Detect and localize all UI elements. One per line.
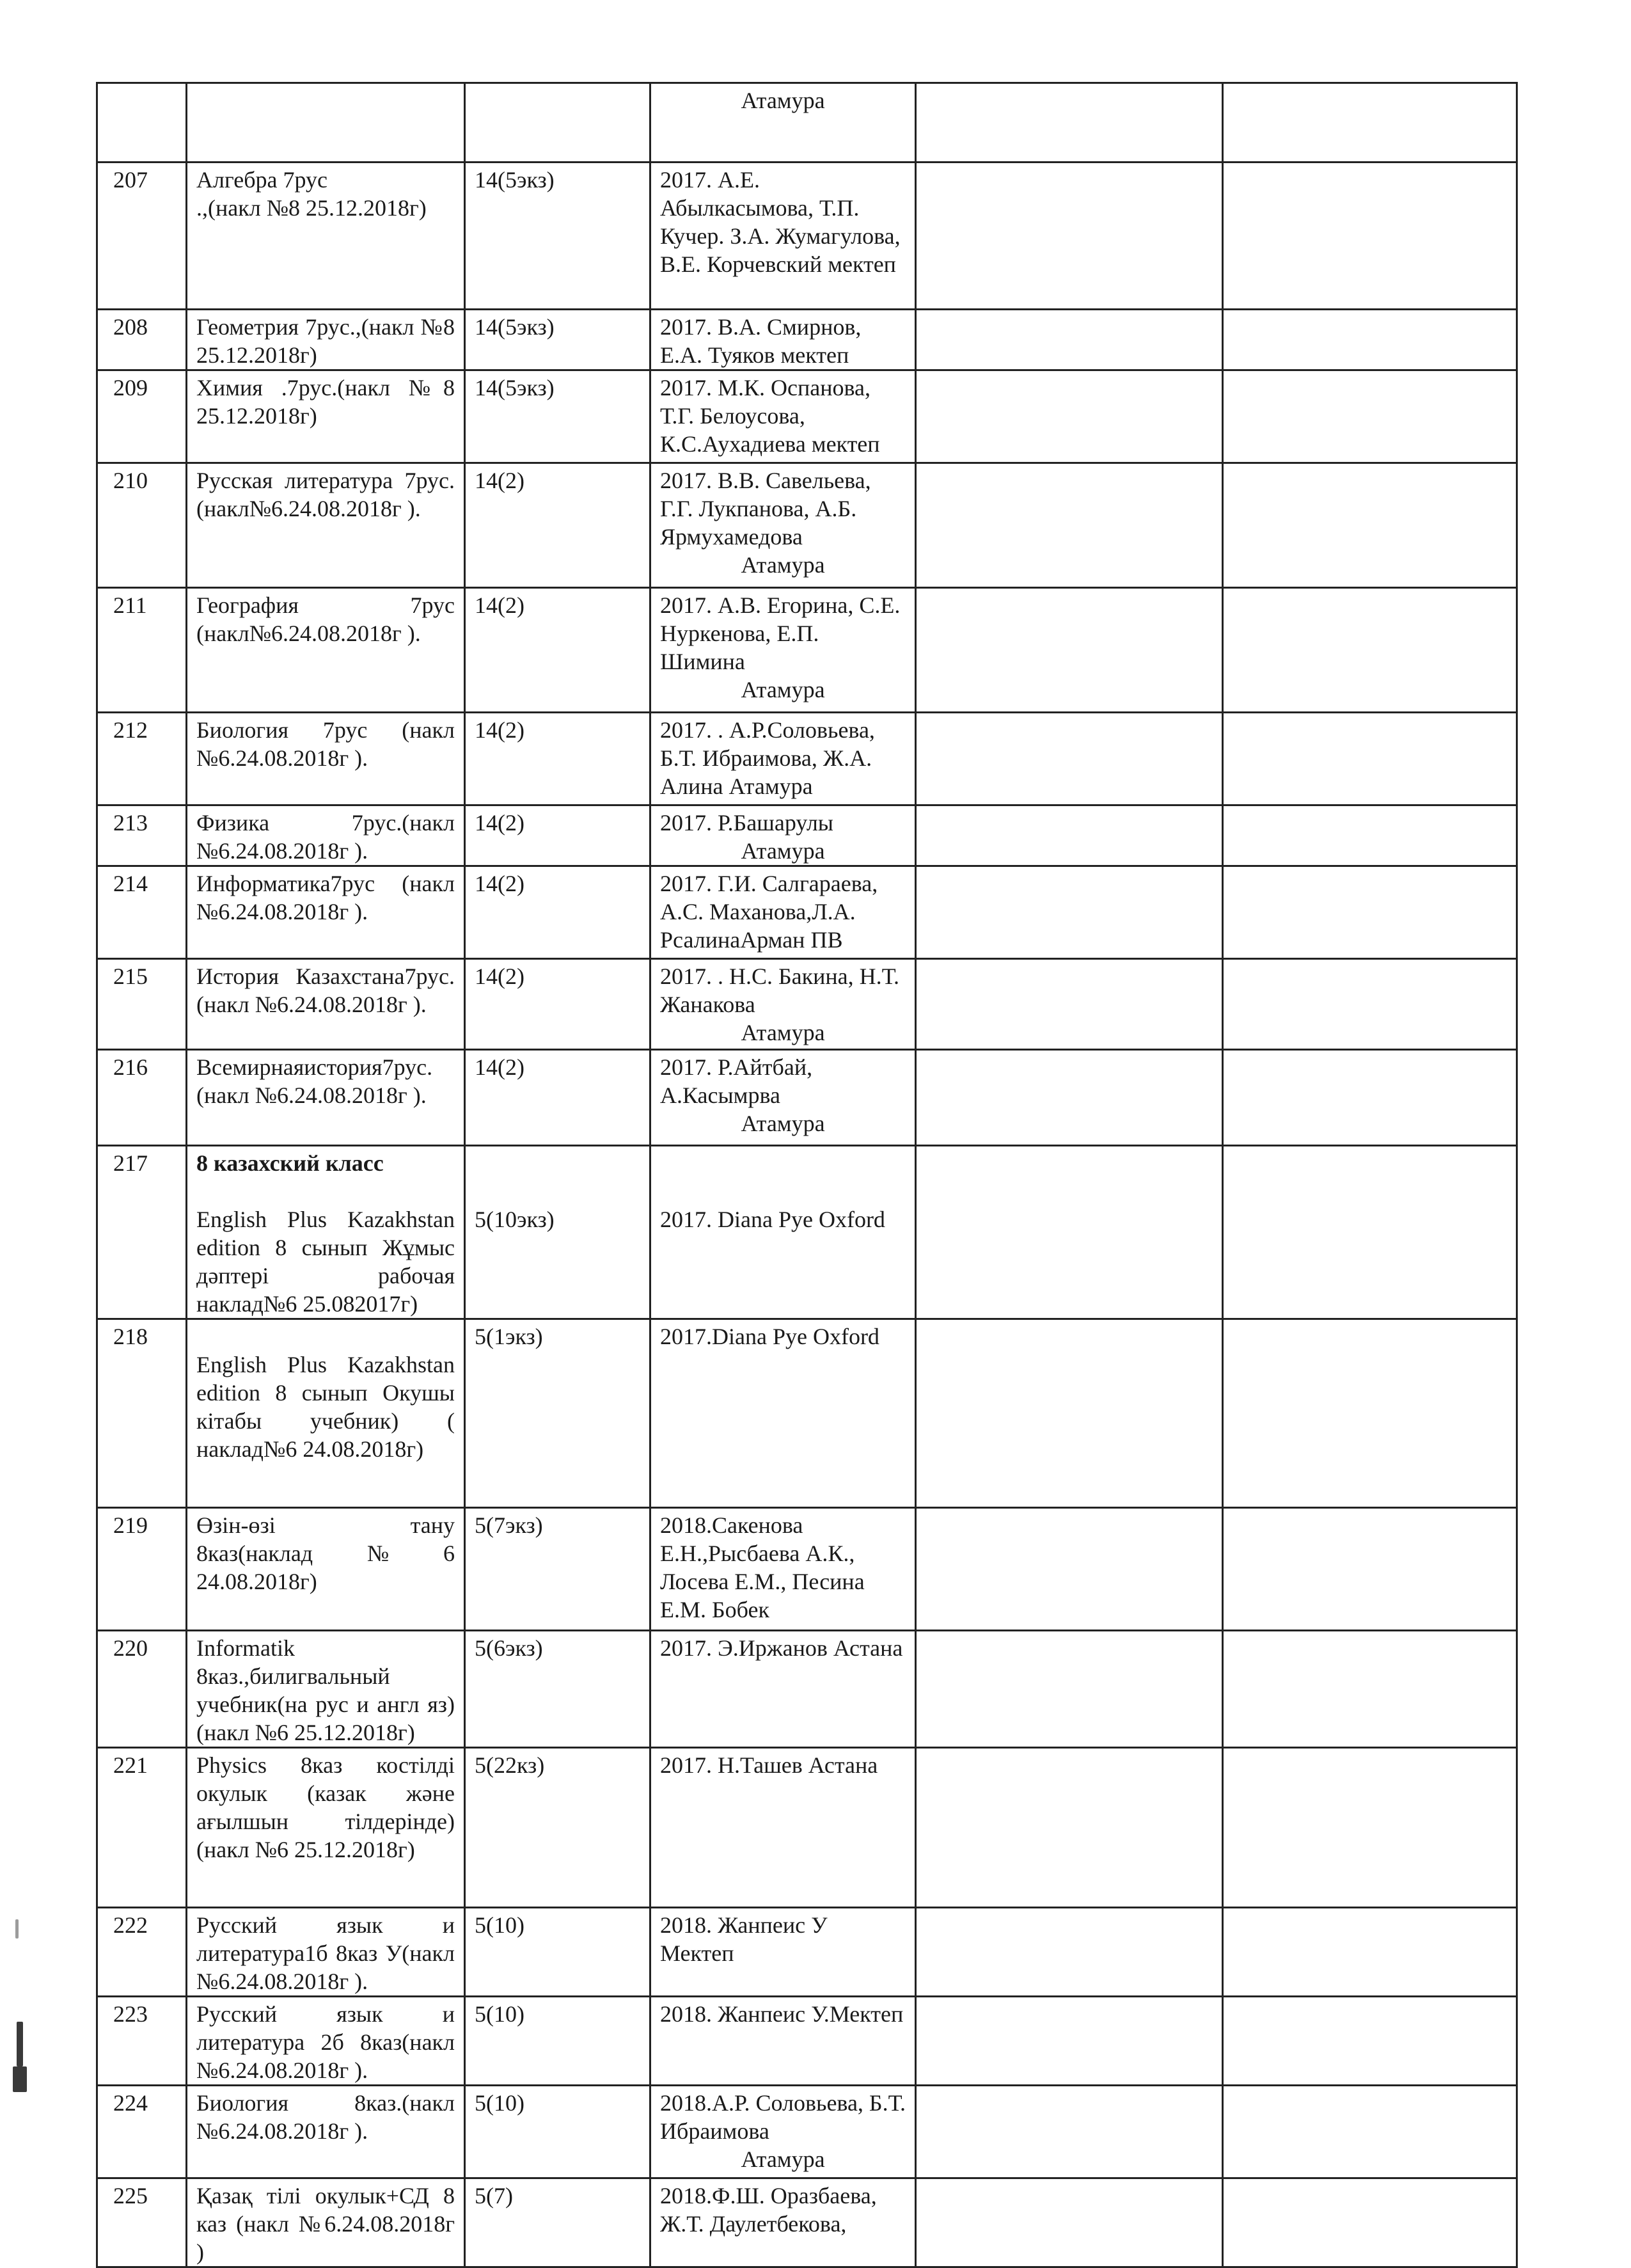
empty-cell-b	[1223, 310, 1517, 370]
empty-cell-b	[1223, 1908, 1517, 1997]
row-number-cell	[97, 310, 187, 370]
empty-cell-a	[916, 959, 1223, 1050]
book-title: Русская литература 7рус.(накл№6.24.08.2018г ).	[196, 468, 455, 521]
publisher-cell	[650, 83, 916, 163]
publisher-info: 2018.Ф.Ш. Оразбаева, Ж.Т. Даулетбекова,	[660, 2183, 877, 2237]
row-number: 211	[113, 592, 147, 618]
title-cell	[187, 163, 465, 310]
quantity: 14(5экз)	[475, 167, 555, 193]
title-cell	[187, 805, 465, 866]
publisher-info: 2017.Diana Pye Oxford	[660, 1324, 879, 1349]
row-number-cell	[97, 2086, 187, 2178]
row-number: 219	[113, 1512, 148, 1538]
row-number: 225	[113, 2183, 148, 2209]
publisher-cell	[650, 2178, 916, 2267]
title-cell	[187, 1997, 465, 2086]
quantity-cell	[465, 866, 650, 959]
row-number: 209	[113, 375, 148, 400]
empty-cell-b	[1223, 163, 1517, 310]
row-number-cell	[97, 1748, 187, 1908]
publisher-info: 2017. А.Е. Абылкасымова, Т.П. Кучер. З.А. Жумагулова, В.Е. Корчевский мектеп	[660, 167, 901, 277]
table-row	[97, 1748, 1517, 1908]
empty-cell-b	[1223, 713, 1517, 805]
row-number-cell	[97, 1050, 187, 1146]
book-title: Қазақ тілі окулык+СД 8 каз (накл №6.24.08.2018г )	[196, 2183, 455, 2265]
table-body	[97, 83, 1517, 2267]
quantity: 14(5экз)	[475, 314, 555, 340]
quantity: 5(10)	[475, 1912, 524, 1938]
title-cell	[187, 959, 465, 1050]
quantity-cell	[465, 463, 650, 588]
title-cell	[187, 370, 465, 463]
scan-mark	[15, 1919, 19, 1939]
quantity-cell	[465, 588, 650, 713]
title-cell	[187, 1748, 465, 1908]
book-title: Физика 7рус.(накл №6.24.08.2018г ).	[196, 810, 455, 864]
empty-cell-a	[916, 588, 1223, 713]
empty-cell-b	[1223, 2086, 1517, 2178]
book-title: Биология 8каз.(накл №6.24.08.2018г ).	[196, 2090, 455, 2144]
quantity-cell	[465, 805, 650, 866]
quantity: 5(22кз)	[475, 1752, 545, 1778]
publisher-info: 2018.А.Р. Соловьева, Б.Т. Ибраимова	[660, 2090, 906, 2144]
row-number: 217	[113, 1150, 148, 1176]
book-title: Химия .7рус.(накл №8 25.12.2018г)	[196, 375, 455, 429]
row-number-cell	[97, 1319, 187, 1508]
quantity-cell	[465, 2178, 650, 2267]
quantity: 14(2)	[475, 810, 524, 836]
quantity: 14(5экз)	[475, 375, 555, 400]
book-title: Informatik 8каз.,билигвальный учебник(на рус и англ яз) (накл №6 25.12.2018г)	[196, 1635, 455, 1745]
publisher-cell	[650, 1748, 916, 1908]
publisher-cell	[650, 805, 916, 866]
row-number-cell	[97, 1508, 187, 1631]
publisher-cell	[650, 2086, 916, 2178]
empty-cell-b	[1223, 805, 1517, 866]
title-cell	[187, 2178, 465, 2267]
empty-cell-a	[916, 1908, 1223, 1997]
publisher-info: 2017. Diana Pye Oxford	[660, 1207, 885, 1232]
textbook-table	[96, 82, 1518, 2268]
table-row	[97, 463, 1517, 588]
book-title: География 7рус (накл№6.24.08.2018г ).	[196, 592, 455, 646]
class-heading: 8 казахский класс	[196, 1150, 384, 1176]
table-row	[97, 2178, 1517, 2267]
empty-cell-a	[916, 1508, 1223, 1631]
publisher-cell	[650, 1997, 916, 2086]
quantity-cell	[465, 370, 650, 463]
row-number: 208	[113, 314, 148, 340]
book-title: English Plus Kazakhstan edition 8 сынып Жұмыс дәптері рабочая наклад№6 25.082017г)	[196, 1207, 455, 1317]
title-cell	[187, 1908, 465, 1997]
quantity-cell	[465, 1319, 650, 1508]
publisher-info: 2017. Р.Айтбай, А.Касымрва	[660, 1054, 813, 1108]
quantity: 5(7)	[475, 2183, 513, 2209]
row-number: 224	[113, 2090, 148, 2116]
empty-cell-b	[1223, 1146, 1517, 1319]
row-number-cell	[97, 83, 187, 163]
empty-cell-b	[1223, 1997, 1517, 2086]
quantity: 5(7экз)	[475, 1512, 543, 1538]
row-number: 213	[113, 810, 148, 836]
quantity-cell	[465, 83, 650, 163]
title-cell	[187, 866, 465, 959]
empty-cell-a	[916, 1319, 1223, 1508]
publisher-cell	[650, 959, 916, 1050]
empty-cell-b	[1223, 1319, 1517, 1508]
title-cell	[187, 1631, 465, 1748]
empty-cell-a	[916, 1748, 1223, 1908]
row-number: 215	[113, 964, 148, 989]
table-row	[97, 866, 1517, 959]
quantity-cell	[465, 1508, 650, 1631]
empty-cell-b	[1223, 463, 1517, 588]
empty-cell-a	[916, 1050, 1223, 1146]
empty-cell-a	[916, 1997, 1223, 2086]
publisher-name: Атамура	[741, 838, 825, 864]
row-number: 207	[113, 167, 148, 193]
row-number: 223	[113, 2001, 148, 2027]
empty-cell-a	[916, 866, 1223, 959]
publisher-cell	[650, 310, 916, 370]
publisher-cell	[650, 1908, 916, 1997]
publisher-info: Атамура	[741, 88, 825, 113]
scan-mark	[13, 2066, 27, 2092]
table-row	[97, 1508, 1517, 1631]
book-title: Өзін-өзі тану 8каз(наклад№6 24.08.2018г)	[196, 1512, 455, 1594]
empty-cell-b	[1223, 1508, 1517, 1631]
quantity-cell	[465, 713, 650, 805]
publisher-cell	[650, 1631, 916, 1748]
quantity: 5(6экз)	[475, 1635, 543, 1661]
title-cell	[187, 588, 465, 713]
empty-cell-a	[916, 805, 1223, 866]
book-title: Всемирнаяистория7рус.(накл №6.24.08.2018г ).	[196, 1054, 433, 1108]
row-number: 210	[113, 468, 148, 493]
publisher-name: Атамура	[741, 2146, 825, 2172]
publisher-info: 2017. Н.Ташев Астана	[660, 1752, 878, 1778]
publisher-info: 2017. . А.Р.Соловьева, Б.Т. Ибраимова, Ж.А. Алина Атамура	[660, 717, 875, 799]
empty-cell-a	[916, 2178, 1223, 2267]
book-title: Геометрия 7рус.,(накл №8 25.12.2018г)	[196, 314, 455, 368]
quantity: 5(10)	[475, 2001, 524, 2027]
empty-cell-b	[1223, 866, 1517, 959]
publisher-cell	[650, 1146, 916, 1319]
quantity: 5(10)	[475, 2090, 524, 2116]
row-number-cell	[97, 866, 187, 959]
publisher-name: Атамура	[741, 552, 825, 578]
publisher-info: 2017. А.В. Егорина, С.Е. Нуркенова, Е.П. Шимина	[660, 592, 901, 674]
title-cell	[187, 2086, 465, 2178]
table-row	[97, 805, 1517, 866]
quantity: 14(2)	[475, 871, 524, 896]
empty-cell-b	[1223, 370, 1517, 463]
row-number: 214	[113, 871, 148, 896]
row-number-cell	[97, 588, 187, 713]
publisher-cell	[650, 1319, 916, 1508]
publisher-name: Атамура	[741, 677, 825, 702]
row-number: 221	[113, 1752, 148, 1778]
quantity-cell	[465, 1050, 650, 1146]
empty-cell-a	[916, 1631, 1223, 1748]
row-number-cell	[97, 805, 187, 866]
table-row	[97, 1997, 1517, 2086]
book-title: Physics 8каз костілді окулык (казак және ағылшын тілдерінде) (накл №6 25.12.2018г)	[196, 1752, 455, 1862]
empty-cell-b	[1223, 1748, 1517, 1908]
table-row	[97, 310, 1517, 370]
row-number-cell	[97, 1908, 187, 1997]
publisher-info: 2018. Жанпеис У Мектеп	[660, 1912, 828, 1966]
publisher-name: Атамура	[741, 1020, 825, 1045]
book-title: Информатика7рус (накл №6.24.08.2018г ).	[196, 871, 455, 924]
quantity: 5(1экз)	[475, 1324, 543, 1349]
row-number-cell	[97, 713, 187, 805]
publisher-cell	[650, 866, 916, 959]
publisher-cell	[650, 1050, 916, 1146]
title-cell	[187, 1319, 465, 1508]
quantity: 5(10экз)	[475, 1207, 555, 1232]
row-number: 212	[113, 717, 148, 743]
table-row	[97, 713, 1517, 805]
row-number-cell	[97, 1146, 187, 1319]
empty-cell-b	[1223, 1050, 1517, 1146]
quantity-cell	[465, 1908, 650, 1997]
empty-cell-a	[916, 370, 1223, 463]
quantity-cell	[465, 310, 650, 370]
row-number-cell	[97, 370, 187, 463]
quantity-cell	[465, 2086, 650, 2178]
title-cell	[187, 1146, 465, 1319]
scan-mark	[17, 2022, 23, 2066]
empty-cell-a	[916, 713, 1223, 805]
row-number-cell	[97, 1631, 187, 1748]
publisher-cell	[650, 1508, 916, 1631]
row-number-cell	[97, 463, 187, 588]
quantity-cell	[465, 1997, 650, 2086]
quantity-cell	[465, 163, 650, 310]
row-number: 218	[113, 1324, 148, 1349]
empty-cell-b	[1223, 2178, 1517, 2267]
book-title: История Казахстана7рус.(накл №6.24.08.2018г ).	[196, 964, 455, 1017]
publisher-info: 2017. М.К. Оспанова, Т.Г. Белоусова, К.С.Аухадиева мектеп	[660, 375, 880, 457]
quantity: 14(2)	[475, 964, 524, 989]
publisher-cell	[650, 463, 916, 588]
quantity: 14(2)	[475, 717, 524, 743]
empty-cell-b	[1223, 959, 1517, 1050]
publisher-info: 2018. Жанпеис У.Мектеп	[660, 2001, 904, 2027]
empty-cell-a	[916, 1146, 1223, 1319]
publisher-cell	[650, 163, 916, 310]
empty-cell-b	[1223, 588, 1517, 713]
table-row	[97, 1050, 1517, 1146]
row-number: 216	[113, 1054, 148, 1080]
publisher-cell	[650, 713, 916, 805]
publisher-info: 2017. В.В. Савельева, Г.Г. Лукпанова, А.Б. Ярмухамедова	[660, 468, 871, 550]
row-number-cell	[97, 1997, 187, 2086]
book-title: Русский язык и литература 2б 8каз(накл №6.24.08.2018г ).	[196, 2001, 455, 2083]
table-row	[97, 83, 1517, 163]
table-row	[97, 588, 1517, 713]
table-row	[97, 1908, 1517, 1997]
publisher-info: 2018.Сакенова Е.Н.,Рысбаева А.К., Лосева Е.М., Песина Е.М. Бобек	[660, 1512, 865, 1622]
table-row	[97, 370, 1517, 463]
row-number-cell	[97, 163, 187, 310]
table-row	[97, 2086, 1517, 2178]
publisher-info: 2017. В.А. Смирнов, Е.А. Туяков мектеп	[660, 314, 862, 368]
quantity-cell	[465, 959, 650, 1050]
empty-cell-a	[916, 83, 1223, 163]
title-cell	[187, 463, 465, 588]
empty-cell-b	[1223, 1631, 1517, 1748]
row-number: 222	[113, 1912, 148, 1938]
quantity: 14(2)	[475, 1054, 524, 1080]
quantity-cell	[465, 1631, 650, 1748]
book-title: Алгебра 7рус .,(накл №8 25.12.2018г)	[196, 167, 427, 221]
book-title: English Plus Kazakhstan edition 8 сынып Окушы кітабы учебник) ( наклад№6 24.08.2018г)	[196, 1352, 455, 1462]
row-number-cell	[97, 2178, 187, 2267]
publisher-cell	[650, 588, 916, 713]
quantity: 14(2)	[475, 592, 524, 618]
title-cell	[187, 1508, 465, 1631]
title-cell	[187, 310, 465, 370]
publisher-info: 2017. . Н.С. Бакина, Н.Т. Жанакова	[660, 964, 900, 1017]
title-cell	[187, 83, 465, 163]
empty-cell-a	[916, 463, 1223, 588]
row-number: 220	[113, 1635, 148, 1661]
quantity-cell	[465, 1146, 650, 1319]
empty-cell-a	[916, 163, 1223, 310]
publisher-name: Атамура	[741, 1111, 825, 1136]
table-row	[97, 163, 1517, 310]
quantity-cell	[465, 1748, 650, 1908]
table-row	[97, 1319, 1517, 1508]
row-number-cell	[97, 959, 187, 1050]
empty-cell-a	[916, 310, 1223, 370]
empty-cell-a	[916, 2086, 1223, 2178]
title-cell	[187, 1050, 465, 1146]
publisher-cell	[650, 370, 916, 463]
table-row	[97, 1146, 1517, 1319]
book-title: Биология 7рус (накл №6.24.08.2018г ).	[196, 717, 455, 771]
book-title: Русский язык и литература1б 8каз У(накл №6.24.08.2018г ).	[196, 1912, 455, 1994]
quantity: 14(2)	[475, 468, 524, 493]
publisher-info: 2017. Г.И. Салгараева, А.С. Маханова,Л.А. РсалинаАрман ПВ	[660, 871, 878, 953]
table-row	[97, 1631, 1517, 1748]
title-cell	[187, 713, 465, 805]
publisher-info: 2017. Э.Иржанов Астана	[660, 1635, 903, 1661]
empty-cell-b	[1223, 83, 1517, 163]
table-row	[97, 959, 1517, 1050]
publisher-info: 2017. Р.Башарулы	[660, 810, 833, 836]
